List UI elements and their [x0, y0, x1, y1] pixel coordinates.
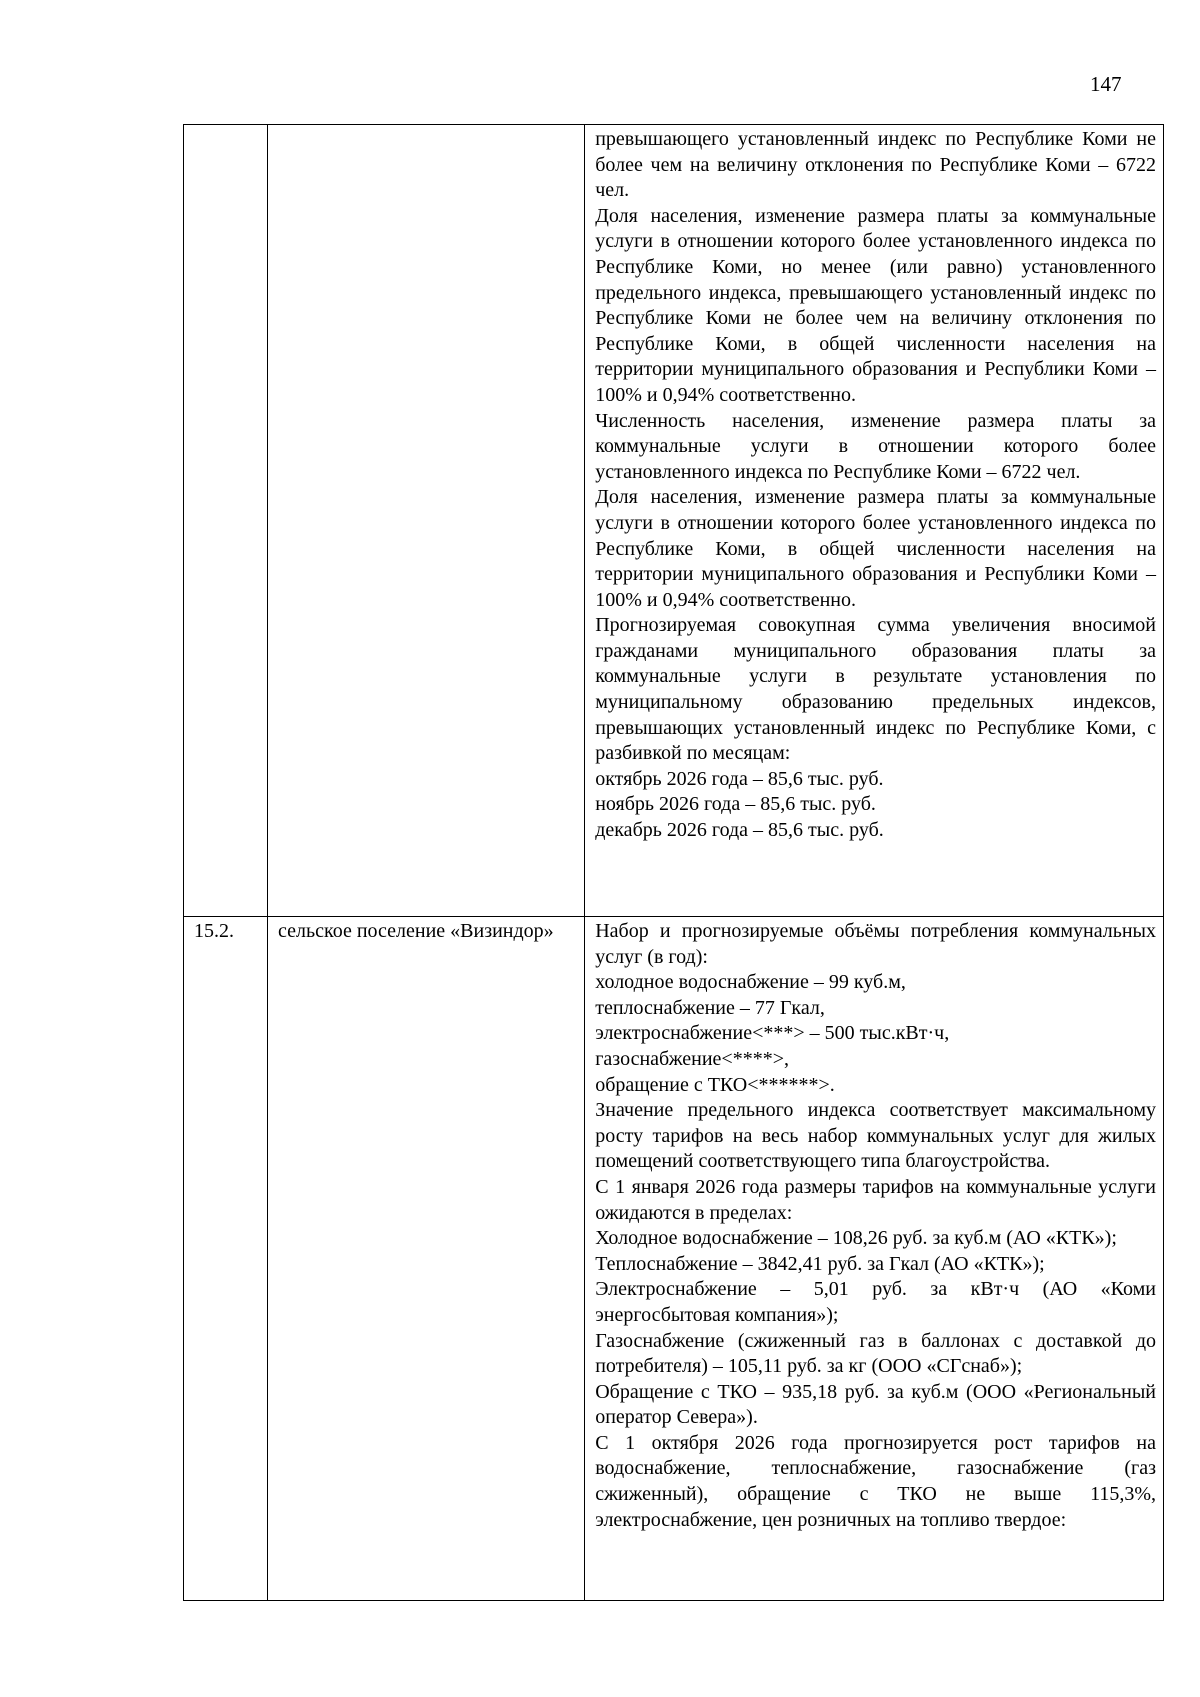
page-number: 147 [1090, 72, 1122, 96]
text-paragraph: превышающего установленный индекс по Республике Коми не более чем на величину отклонения по Республике Коми – 6722 чел. [595, 128, 1156, 202]
tariff-paragraph: Холодное водоснабжение – 108,26 руб. за куб.м (АО «КТК»); [595, 1227, 1117, 1250]
table-row [184, 125, 1164, 917]
table-row [184, 917, 1164, 1601]
text-paragraph: Доля населения, изменение размера платы за коммунальные услуги в отношении которого более установленного индекса по Республике Коми, в общей численности населения на территории муниципального образования и Республики Коми – 100% и 0,94% соответственно. [595, 486, 1156, 611]
row-number-cell [184, 125, 268, 917]
consumption-line: газоснабжение<****>, [595, 1047, 789, 1070]
consumption-line: обращение с ТКО<******>. [595, 1073, 835, 1096]
text-paragraph: С 1 октября 2026 года прогнозируется рост тарифов на водоснабжение, теплоснабжение, газоснабжение (газ сжиженный), обращение с ТКО не выше 115,3%, электроснабжение, цен розничных на топливо твердое: [595, 1431, 1156, 1531]
text-paragraph: С 1 января 2026 года размеры тарифов на коммунальные услуги ожидаются в пределах: [595, 1175, 1156, 1224]
row-text-cell [585, 125, 1164, 917]
month-line: декабрь 2026 года – 85,6 тыс. руб. [595, 819, 884, 842]
row-number-cell: 15.2. [184, 917, 268, 1601]
tariff-paragraph: Обращение с ТКО – 935,18 руб. за куб.м (ООО «Региональный оператор Севера»). [595, 1380, 1156, 1429]
month-line: ноябрь 2026 года – 85,6 тыс. руб. [595, 793, 876, 816]
tariff-paragraph: Теплоснабжение – 3842,41 руб. за Гкал (АО «КТК»); [595, 1252, 1045, 1275]
row-name-cell [268, 917, 585, 1601]
settlement-name: сельское поселение «Визиндор» [278, 920, 554, 942]
document-table [183, 124, 1164, 1601]
text-paragraph: Значение предельного индекса соответствует максимальному росту тарифов на весь набор коммунальных услуг для жилых помещений соответствующего типа благоустройства. [595, 1099, 1156, 1173]
row-name-cell [268, 125, 585, 917]
tariff-paragraph: Электроснабжение – 5,01 руб. за кВт·ч (АО «Коми энергосбытовая компания»); [595, 1278, 1156, 1326]
tariff-paragraph: Газоснабжение (сжиженный газ в баллонах с доставкой до потребителя) – 105,11 руб. за кг (ООО «СГснаб»); [595, 1329, 1156, 1378]
text-paragraph: Доля населения, изменение размера платы за коммунальные услуги в отношении которого более установленного индекса по Республике Коми, но менее (или равно) установленного предельного индекса, превышающего установленный индекс по Республике Коми не более чем на величину отклонения по Республике Коми, в общей численности населения на территории муниципального образования и Республики Коми – 100% и 0,94% соответственно. [595, 204, 1156, 406]
consumption-line: теплоснабжение – 77 Гкал, [595, 996, 825, 1019]
month-line: октябрь 2026 года – 85,6 тыс. руб. [595, 767, 884, 790]
text-paragraph: Прогнозируемая совокупная сумма увеличения вносимой гражданами муниципального образования платы за коммунальные услуги в результате установления по муниципальному образованию предельных индексов, превышающих установленный индекс по Республике Коми, с разбивкой по месяцам: [595, 614, 1156, 765]
consumption-line: электроснабжение<***> – 500 тыс.кВт·ч, [595, 1022, 950, 1045]
text-paragraph: Набор и прогнозируемые объёмы потребления коммунальных услуг (в год): [595, 920, 1156, 968]
consumption-line: холодное водоснабжение – 99 куб.м, [595, 971, 906, 994]
row-text-cell [585, 917, 1164, 1601]
text-paragraph: Численность населения, изменение размера платы за коммунальные услуги в отношении которого более установленного индекса по Республике Коми – 6722 чел. [595, 409, 1156, 483]
